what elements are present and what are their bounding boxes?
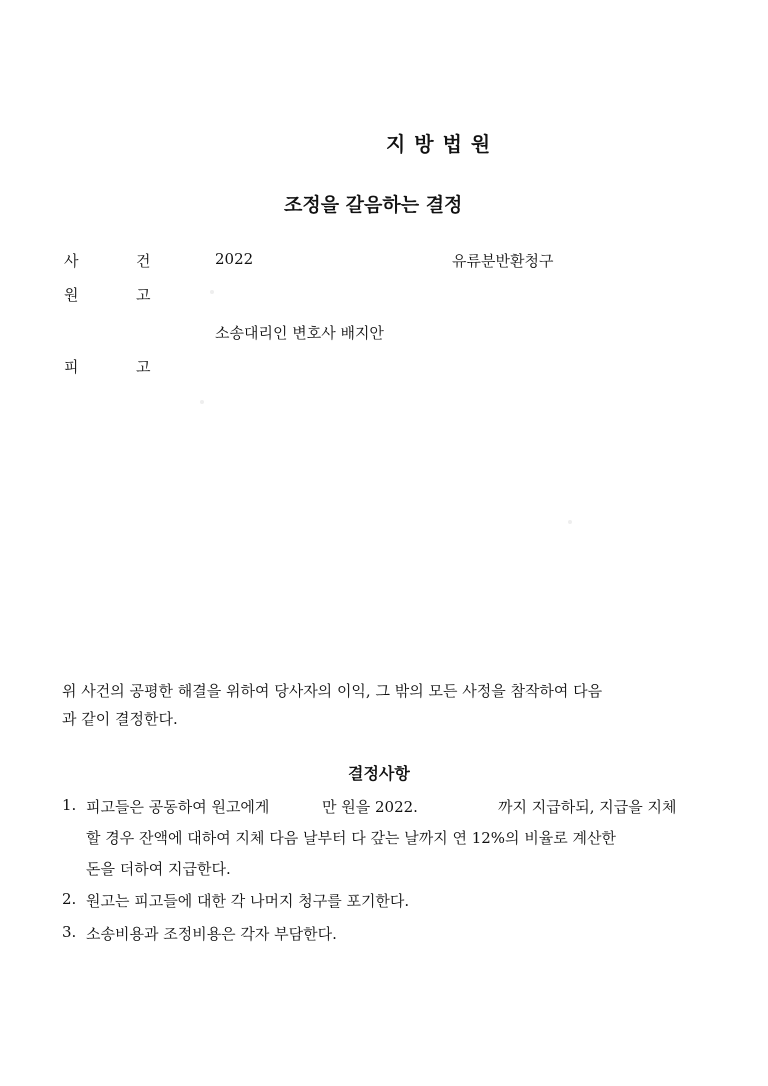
plaintiff-label-first: 원	[64, 286, 79, 304]
plaintiff-label-second: 고	[136, 286, 151, 304]
scan-speck	[210, 290, 214, 294]
court-name: 지 방 법 원	[386, 132, 492, 156]
case-name: 유류분반환청구	[452, 252, 554, 270]
item-1-line-3: 돈을 더하여 지급한다.	[86, 860, 231, 878]
defendant-label-second: 고	[136, 358, 151, 376]
item-1-segment-b: 만 원을 2022.	[322, 798, 418, 816]
intro-line-2: 과 같이 결정한다.	[62, 710, 178, 728]
case-label-second: 건	[136, 252, 151, 270]
case-label-first: 사	[64, 252, 79, 270]
item-1-segment-a: 피고들은 공동하여 원고에게	[86, 798, 270, 816]
item-2-text: 원고는 피고들에 대한 각 나머지 청구를 포기한다.	[86, 892, 410, 910]
item-number: 3.	[62, 923, 77, 941]
item-3-text: 소송비용과 조정비용은 각자 부담한다.	[86, 925, 337, 943]
case-year: 2022	[215, 250, 254, 268]
scan-speck	[200, 400, 204, 404]
intro-line-1: 위 사건의 공평한 해결을 위하여 당사자의 이익, 그 밖의 모든 사정을 참작하여 다음	[62, 682, 603, 700]
decision-section-title: 결정사항	[348, 764, 410, 783]
defendant-label-first: 피	[64, 358, 79, 376]
plaintiff-attorney: 소송대리인 변호사 배지안	[215, 324, 384, 342]
item-1-segment-c: 까지 지급하되, 지급을 지체	[498, 798, 677, 816]
item-1-line-2: 할 경우 잔액에 대하여 지체 다음 날부터 다 갚는 날까지 연 12%의 비율로 계산한	[86, 829, 617, 847]
scan-speck	[568, 520, 572, 524]
item-number: 2.	[62, 890, 77, 908]
item-number: 1.	[62, 796, 77, 814]
document-title: 조정을 갈음하는 결정	[284, 194, 463, 216]
